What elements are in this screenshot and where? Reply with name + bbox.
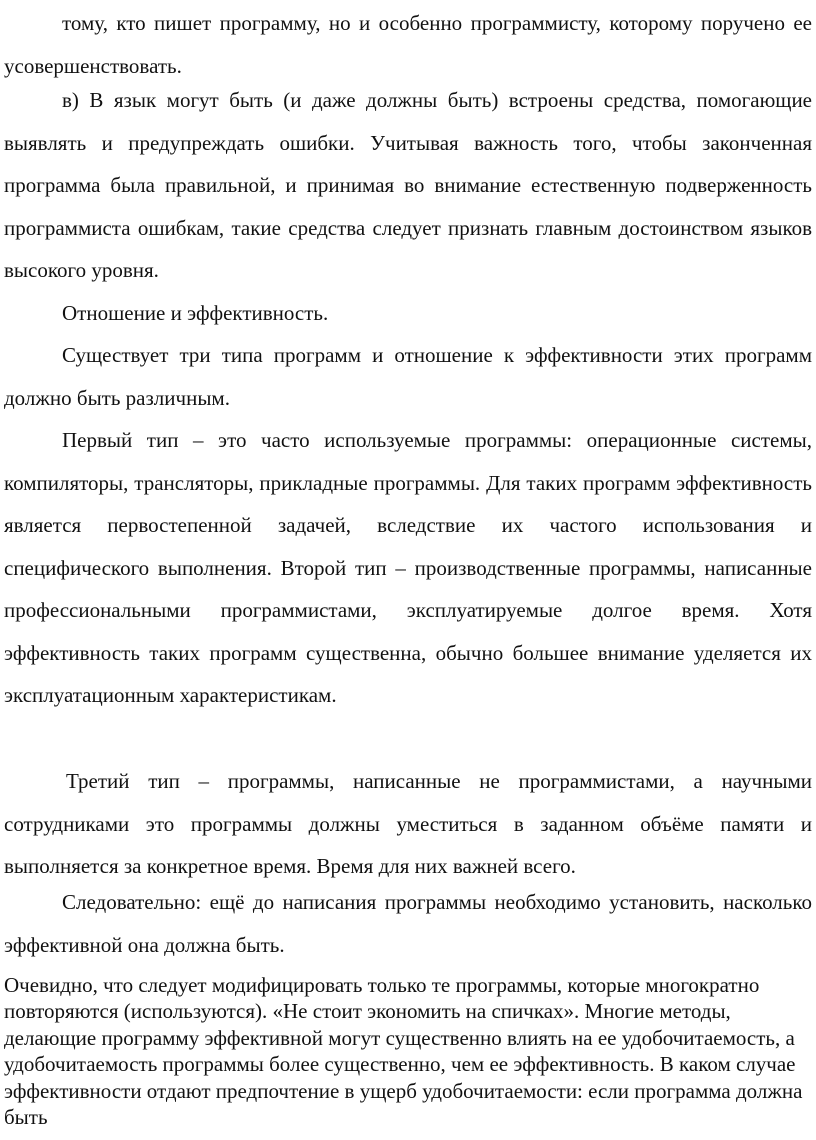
paragraph-continuation: тому, кто пишет программу, но и особенно программисту, которому поручено ее усовершенствовать.: [4, 11, 812, 78]
paragraph-third-type: Третий тип – программы, написанные не программистами, а научными сотрудниками это программы должны уместиться в заданном объёме памяти и выполняется за конкретное время. Время для них важней всего.: [4, 769, 812, 878]
paragraph-modification: Очевидно, что следует модифицировать только те программы, которые многократно повторяются (используются). «Не стоит экономить на спичках». Многие методы, делающие программу эффективной могут существенно влиять на ее удобочитаемость, а удобочитаемость программы более существенно, чем ее эффективность. В каком случае эффективности отдают предпочтение в ущерб удобочитаемости: если программа должна быть: [4, 973, 803, 1130]
paragraph-error-detection: в) В язык могут быть (и даже должны быть) встроены средства, помогающие выявлять и предупреждать ошибки. Учитывая важность того, чтобы законченная программа была правильной, и принимая во внимание естественную подверженность программиста ошибкам, такие средства следует признать главным достоинством языков высокого уровня.: [4, 88, 812, 282]
paragraph-first-second-type: Первый тип – это часто используемые программы: операционные системы, компиляторы, трансляторы, прикладные программы. Для таких программ эффективность является первостепенной задачей, вследствие их частого использования и специфического выполнения. Второй тип – производственные программы, написанные профессиональными программистами, эксплуатируемые долгое время. Хотя эффективность таких программ существенна, обычно большее внимание уделяется их эксплуатационным характеристикам.: [4, 428, 812, 707]
section-heading-efficiency: Отношение и эффективность.: [62, 301, 329, 325]
paragraph-conclusion: Следовательно: ещё до написания программы необходимо установить, насколько эффективной она должна быть.: [4, 890, 812, 957]
paragraph-three-types: Существует три типа программ и отношение к эффективности этих программ должно быть различным.: [4, 343, 812, 410]
